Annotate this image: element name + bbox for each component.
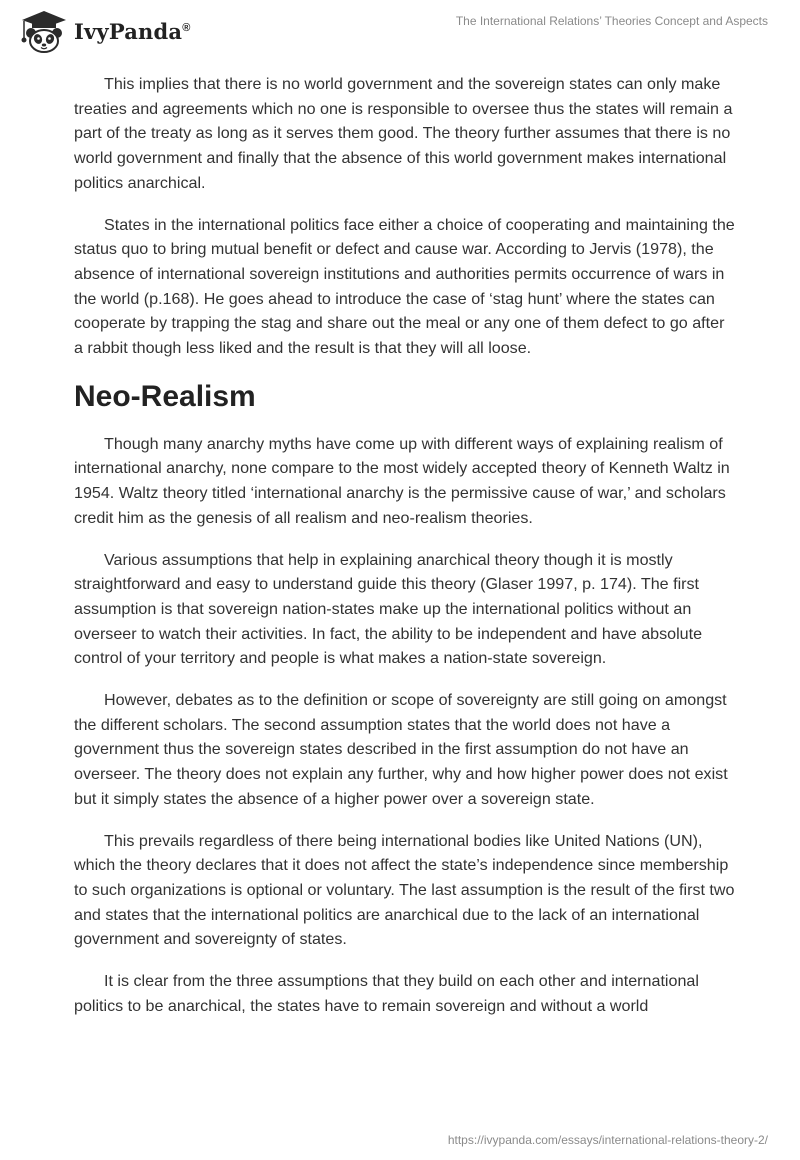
essay-body: [74, 72, 736, 1036]
document-title: The International Relations’ Theories Concept and Aspects: [455, 14, 768, 28]
logo-name: IvyPanda: [74, 18, 183, 44]
paragraph: Various assumptions that help in explaining anarchical theory though it is mostly straightforward and easy to understand guide this theory (Glaser 1997, p. 174). The first assumption is that sovereign nation-states make up the international politics without an overseer to watch their activities. In fact, the ability to be independent and have absolute control of your territory and people is what makes a nation-state sovereign.: [74, 550, 703, 668]
section-heading: Neo-Realism: [74, 379, 256, 413]
paragraph: However, debates as to the definition or scope of sovereignty are still going on amongst the different scholars. The second assumption states that the world does not have a government thus the sovereign states described in the first assumption do not have an overseer. The theory does not explain any further, why and how higher power does not exist but it simply states the absence of a higher power over a sovereign state.: [74, 691, 728, 808]
paragraph: Though many anarchy myths have come up with different ways of explaining realism of international anarchy, none compare to the most widely accepted theory of Kenneth Waltz in 1954. Waltz theory titled ‘international anarchy is the permissive cause of war,’ and scholars credit him as the genesis of all realism and neo-realism theories.: [74, 434, 730, 527]
paragraph: States in the international politics face either a choice of cooperating and maintaining the status quo to bring mutual benefit or defect and cause war. According to Jervis (1978), the absence of international sovereign institutions and authorities permits occurrence of wars in the world (p.168). He goes ahead to introduce the case of ‘stag hunt’ where the states can cooperate by trapping the stag and share out the meal or any one of them defect to go after a rabbit though less liked and the result is that they will all loose.: [74, 215, 735, 358]
logo[interactable]: [14, 8, 191, 54]
page-header: [0, 0, 800, 60]
paragraph: This prevails regardless of there being international bodies like United Nations (UN), which the theory declares that it does not affect the state’s independence since membership to such organizations is optional or voluntary. The last assumption is the result of the first two and states that the international politics are anarchical due to the lack of an international government and sovereignty of states.: [74, 831, 735, 949]
panda-graduation-cap-icon: [14, 8, 70, 54]
paragraph: This implies that there is no world government and the sovereign states can only make treaties and agreements which no one is responsible to oversee thus the states will remain a part of the treaty as long as it serves them good. The theory further assumes that there is no world government and finally that the absence of this world government makes international politics anarchical.: [74, 75, 733, 192]
logo-registered-mark: ®: [182, 21, 191, 34]
source-url[interactable]: https://ivypanda.com/essays/international-relations-theory-2/: [447, 1133, 768, 1147]
logo-wordmark: [74, 19, 191, 44]
paragraph: It is clear from the three assumptions that they build on each other and international politics to be anarchical, the states have to remain sovereign and without a world: [74, 972, 699, 1015]
